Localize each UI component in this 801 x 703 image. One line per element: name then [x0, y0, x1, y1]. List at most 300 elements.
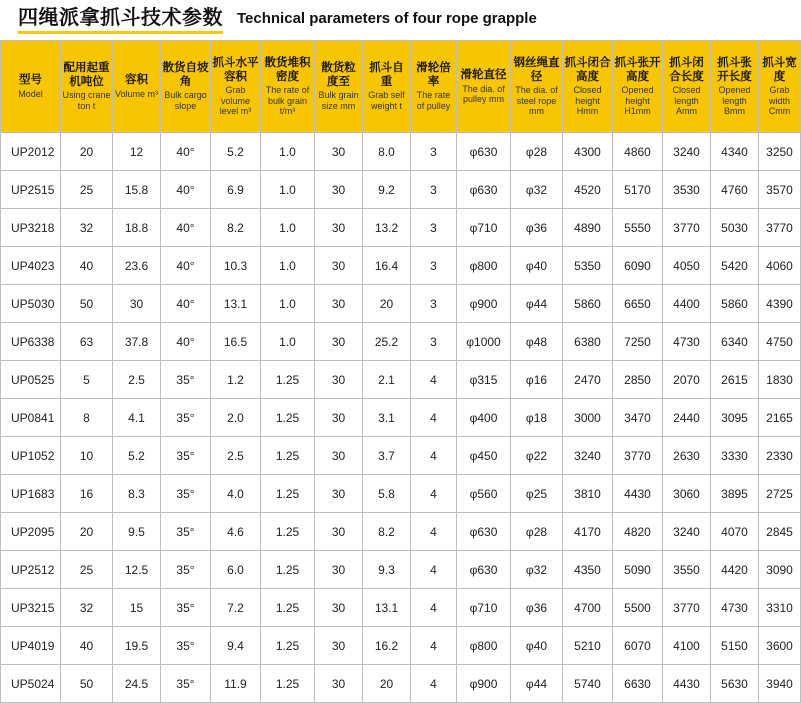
table-cell: 35° — [161, 361, 211, 399]
table-cell: 3770 — [663, 209, 711, 247]
table-cell: 50 — [61, 285, 113, 323]
column-header-en: Grab self weight t — [368, 90, 405, 111]
table-cell: 35° — [161, 437, 211, 475]
column-header-cn: 散货粒度至 — [321, 62, 356, 88]
page-title-en: Technical parameters of four rope grapple — [237, 10, 537, 27]
table-cell: 1.0 — [261, 209, 315, 247]
table-cell: φ800 — [457, 627, 511, 665]
table-row — [1, 171, 801, 209]
cell-model: UP2012 — [1, 133, 61, 171]
table-cell: 1.0 — [261, 323, 315, 361]
table-cell: 30 — [315, 437, 363, 475]
table-cell: 35° — [161, 475, 211, 513]
table-cell: 2.5 — [113, 361, 161, 399]
table-cell: 3310 — [759, 589, 801, 627]
table-cell: φ450 — [457, 437, 511, 475]
table-cell: 9.3 — [363, 551, 411, 589]
column-header-cn: 抓斗宽度 — [762, 57, 797, 83]
table-cell: 4 — [411, 551, 457, 589]
table-cell: 30 — [315, 513, 363, 551]
table-cell: 30 — [315, 475, 363, 513]
page-title-cn: 四绳派拿抓斗技术参数 — [18, 7, 223, 34]
table-cell: 4 — [411, 437, 457, 475]
table-cell: 5.2 — [211, 133, 261, 171]
table-body — [1, 133, 801, 703]
header-row — [1, 41, 801, 133]
table-cell: φ40 — [511, 627, 563, 665]
table-cell: 1.25 — [261, 513, 315, 551]
table-cell: 6.0 — [211, 551, 261, 589]
cell-model: UP4023 — [1, 247, 61, 285]
column-header-cn: 容积 — [125, 74, 148, 87]
table-cell: 4.1 — [113, 399, 161, 437]
table-cell: 4300 — [563, 133, 613, 171]
table-cell: 1830 — [759, 361, 801, 399]
column-header-en: The rate of bulk grain t/m³ — [265, 85, 310, 116]
table-cell: 4400 — [663, 285, 711, 323]
table-cell: 40° — [161, 247, 211, 285]
cell-model: UP3218 — [1, 209, 61, 247]
table-row — [1, 361, 801, 399]
table-cell: 23.6 — [113, 247, 161, 285]
table-cell: 7.2 — [211, 589, 261, 627]
column-header-8 — [411, 41, 457, 133]
table-cell: 15.8 — [113, 171, 161, 209]
table-cell: 30 — [315, 627, 363, 665]
table-cell: 3 — [411, 323, 457, 361]
table-cell: 1.2 — [211, 361, 261, 399]
table-cell: 2.1 — [363, 361, 411, 399]
column-header-en: Bulk cargo slope — [164, 90, 207, 111]
table-cell: 9.5 — [113, 513, 161, 551]
table-row — [1, 437, 801, 475]
table-cell: 3 — [411, 133, 457, 171]
table-cell: 1.25 — [261, 665, 315, 703]
table-cell: 5860 — [711, 285, 759, 323]
table-row — [1, 133, 801, 171]
table-cell: 4170 — [563, 513, 613, 551]
table-cell: 5.8 — [363, 475, 411, 513]
table-cell: 5 — [61, 361, 113, 399]
table-cell: 12 — [113, 133, 161, 171]
table-cell: φ710 — [457, 589, 511, 627]
table-cell: 3600 — [759, 627, 801, 665]
table-cell: 24.5 — [113, 665, 161, 703]
column-header-cn: 滑轮直径 — [460, 69, 507, 82]
table-cell: 3.1 — [363, 399, 411, 437]
column-header-cn: 钢丝绳直径 — [513, 57, 560, 83]
column-header-en: The dia. of pulley mm — [462, 83, 505, 104]
table-cell: φ630 — [457, 551, 511, 589]
table-cell: 5740 — [563, 665, 613, 703]
table-cell: 16 — [61, 475, 113, 513]
table-cell: 4050 — [663, 247, 711, 285]
table-row — [1, 627, 801, 665]
table-row — [1, 551, 801, 589]
table-cell: 20 — [363, 665, 411, 703]
table-cell: 4520 — [563, 171, 613, 209]
column-header-11 — [563, 41, 613, 133]
table-cell: 18.8 — [113, 209, 161, 247]
table-cell: 3810 — [563, 475, 613, 513]
column-header-6 — [315, 41, 363, 133]
table-cell: 4060 — [759, 247, 801, 285]
table-cell: 7250 — [613, 323, 663, 361]
column-header-en: Model — [18, 88, 43, 99]
table-cell: φ36 — [511, 209, 563, 247]
table-cell: φ18 — [511, 399, 563, 437]
column-header-en: Opened length Bmm — [718, 85, 751, 116]
table-cell: 35° — [161, 589, 211, 627]
table-cell: 35° — [161, 627, 211, 665]
table-cell: 40 — [61, 627, 113, 665]
table-cell: 5170 — [613, 171, 663, 209]
table-cell: 19.5 — [113, 627, 161, 665]
table-cell: 63 — [61, 323, 113, 361]
table-cell: 25 — [61, 171, 113, 209]
table-cell: 1.25 — [261, 399, 315, 437]
table-cell: φ32 — [511, 551, 563, 589]
column-header-4 — [211, 41, 261, 133]
table-cell: 1.0 — [261, 171, 315, 209]
table-cell: 2165 — [759, 399, 801, 437]
table-cell: φ900 — [457, 285, 511, 323]
cell-model: UP1683 — [1, 475, 61, 513]
table-cell: 4730 — [711, 589, 759, 627]
table-cell: φ22 — [511, 437, 563, 475]
table-cell: φ1000 — [457, 323, 511, 361]
table-cell: 16.2 — [363, 627, 411, 665]
column-header-en: Grab width Cmm — [768, 85, 791, 116]
table-header — [1, 41, 801, 133]
table-cell: 37.8 — [113, 323, 161, 361]
table-cell: 8 — [61, 399, 113, 437]
table-cell: 1.25 — [261, 437, 315, 475]
table-cell: 13.1 — [363, 589, 411, 627]
column-header-14 — [711, 41, 759, 133]
table-cell: φ40 — [511, 247, 563, 285]
table-cell: φ32 — [511, 171, 563, 209]
table-cell: 5420 — [711, 247, 759, 285]
table-cell: 10.3 — [211, 247, 261, 285]
cell-model: UP1052 — [1, 437, 61, 475]
table-cell: 35° — [161, 513, 211, 551]
table-cell: 3240 — [663, 133, 711, 171]
table-cell: 9.2 — [363, 171, 411, 209]
table-cell: 10 — [61, 437, 113, 475]
table-cell: 3530 — [663, 171, 711, 209]
table-cell: 3330 — [711, 437, 759, 475]
table-cell: φ560 — [457, 475, 511, 513]
table-cell: 5210 — [563, 627, 613, 665]
table-cell: 1.25 — [261, 551, 315, 589]
table-cell: 1.25 — [261, 475, 315, 513]
table-cell: 1.0 — [261, 285, 315, 323]
column-header-3 — [161, 41, 211, 133]
table-cell: 2470 — [563, 361, 613, 399]
cell-model: UP2095 — [1, 513, 61, 551]
table-cell: 4 — [411, 513, 457, 551]
table-cell: 6340 — [711, 323, 759, 361]
table-cell: 8.2 — [363, 513, 411, 551]
table-cell: 20 — [61, 513, 113, 551]
column-header-cn: 抓斗自重 — [369, 62, 404, 88]
table-cell: φ900 — [457, 665, 511, 703]
table-cell: 30 — [315, 133, 363, 171]
cell-model: UP0841 — [1, 399, 61, 437]
table-row — [1, 209, 801, 247]
cell-model: UP0525 — [1, 361, 61, 399]
column-header-cn: 抓斗闭合高度 — [564, 57, 611, 83]
table-cell: 6630 — [613, 665, 663, 703]
table-cell: 2615 — [711, 361, 759, 399]
table-cell: 3550 — [663, 551, 711, 589]
table-row — [1, 399, 801, 437]
table-cell: 5150 — [711, 627, 759, 665]
table-cell: 35° — [161, 551, 211, 589]
column-header-cn: 型号 — [19, 74, 42, 87]
column-header-cn: 抓斗张开高度 — [614, 57, 661, 83]
column-header-en: Closed height Hmm — [573, 85, 602, 116]
table-cell: 3 — [411, 285, 457, 323]
table-cell: 16.5 — [211, 323, 261, 361]
table-cell: φ44 — [511, 665, 563, 703]
table-cell: 6.9 — [211, 171, 261, 209]
cell-model: UP4019 — [1, 627, 61, 665]
column-header-en: Volume m³ — [114, 88, 158, 99]
table-cell: 3000 — [563, 399, 613, 437]
table-cell: 4750 — [759, 323, 801, 361]
table-cell: 3240 — [563, 437, 613, 475]
page-title-bar — [0, 0, 800, 40]
table-cell: 3095 — [711, 399, 759, 437]
table-cell: 4430 — [663, 665, 711, 703]
column-header-cn: 抓斗闭合长度 — [669, 57, 704, 83]
table-row — [1, 589, 801, 627]
table-cell: 2845 — [759, 513, 801, 551]
column-header-cn: 滑轮倍率 — [416, 62, 451, 88]
table-cell: 3 — [411, 209, 457, 247]
table-cell: 3470 — [613, 399, 663, 437]
table-cell: 4700 — [563, 589, 613, 627]
table-cell: 25 — [61, 551, 113, 589]
table-cell: 5030 — [711, 209, 759, 247]
table-cell: 8.0 — [363, 133, 411, 171]
column-header-cn: 散货自坡角 — [162, 62, 209, 88]
table-cell: φ800 — [457, 247, 511, 285]
table-cell: 6650 — [613, 285, 663, 323]
table-cell: 4 — [411, 665, 457, 703]
table-cell: 4100 — [663, 627, 711, 665]
column-header-0 — [1, 41, 61, 133]
cell-model: UP6338 — [1, 323, 61, 361]
table-cell: 2.5 — [211, 437, 261, 475]
table-cell: 3770 — [663, 589, 711, 627]
table-cell: 3 — [411, 171, 457, 209]
table-cell: 4 — [411, 589, 457, 627]
table-cell: 4 — [411, 475, 457, 513]
table-cell: 8.2 — [211, 209, 261, 247]
table-cell: 2.0 — [211, 399, 261, 437]
table-cell: 6090 — [613, 247, 663, 285]
table-cell: 40° — [161, 171, 211, 209]
table-cell: φ44 — [511, 285, 563, 323]
table-cell: φ400 — [457, 399, 511, 437]
table-cell: φ25 — [511, 475, 563, 513]
table-cell: 4 — [411, 627, 457, 665]
cell-model: UP5030 — [1, 285, 61, 323]
table-cell: 3250 — [759, 133, 801, 171]
table-cell: 4730 — [663, 323, 711, 361]
column-header-en: Using crane ton t — [62, 90, 111, 111]
column-header-12 — [613, 41, 663, 133]
table-cell: 32 — [61, 209, 113, 247]
table-cell: φ48 — [511, 323, 563, 361]
table-cell: 6070 — [613, 627, 663, 665]
column-header-cn: 散货堆积密度 — [264, 57, 311, 83]
column-header-7 — [363, 41, 411, 133]
table-cell: 40° — [161, 133, 211, 171]
table-cell: 35° — [161, 399, 211, 437]
table-cell: 32 — [61, 589, 113, 627]
table-cell: 2440 — [663, 399, 711, 437]
column-header-13 — [663, 41, 711, 133]
table-row — [1, 285, 801, 323]
table-cell: 40° — [161, 323, 211, 361]
table-row — [1, 665, 801, 703]
cell-model: UP5024 — [1, 665, 61, 703]
table-row — [1, 475, 801, 513]
column-header-cn: 抓斗张开长度 — [717, 57, 752, 83]
table-cell: 5500 — [613, 589, 663, 627]
table-cell: 30 — [315, 209, 363, 247]
column-header-9 — [457, 41, 511, 133]
column-header-en: The rate of pulley — [416, 90, 451, 111]
cell-model: UP2512 — [1, 551, 61, 589]
column-header-en: Bulk grain size mm — [318, 90, 359, 111]
table-cell: 30 — [315, 171, 363, 209]
table-cell: 2850 — [613, 361, 663, 399]
table-cell: 5550 — [613, 209, 663, 247]
table-cell: 11.9 — [211, 665, 261, 703]
table-cell: 3 — [411, 247, 457, 285]
table-cell: 5350 — [563, 247, 613, 285]
table-cell: 15 — [113, 589, 161, 627]
table-cell: 4.0 — [211, 475, 261, 513]
table-cell: 1.25 — [261, 361, 315, 399]
table-cell: 3570 — [759, 171, 801, 209]
column-header-5 — [261, 41, 315, 133]
table-cell: 30 — [315, 399, 363, 437]
table-cell: 3240 — [663, 513, 711, 551]
table-cell: 1.25 — [261, 627, 315, 665]
column-header-10 — [511, 41, 563, 133]
table-cell: 4430 — [613, 475, 663, 513]
table-cell: 1.0 — [261, 133, 315, 171]
table-cell: 30 — [315, 361, 363, 399]
table-cell: 4340 — [711, 133, 759, 171]
table-cell: 20 — [61, 133, 113, 171]
table-cell: φ28 — [511, 133, 563, 171]
table-cell: 13.2 — [363, 209, 411, 247]
table-cell: 2330 — [759, 437, 801, 475]
table-cell: 35° — [161, 665, 211, 703]
table-cell: φ630 — [457, 133, 511, 171]
table-cell: 50 — [61, 665, 113, 703]
table-cell: 3060 — [663, 475, 711, 513]
table-cell: 3090 — [759, 551, 801, 589]
table-cell: 4070 — [711, 513, 759, 551]
table-cell: φ16 — [511, 361, 563, 399]
table-cell: 30 — [113, 285, 161, 323]
cell-model: UP2515 — [1, 171, 61, 209]
table-cell: 4390 — [759, 285, 801, 323]
table-cell: 3940 — [759, 665, 801, 703]
table-cell: φ315 — [457, 361, 511, 399]
column-header-1 — [61, 41, 113, 133]
table-cell: 40° — [161, 209, 211, 247]
table-cell: φ710 — [457, 209, 511, 247]
table-cell: 2630 — [663, 437, 711, 475]
table-row — [1, 323, 801, 361]
column-header-15 — [759, 41, 801, 133]
column-header-en: The dia. of steel rope mm — [515, 85, 558, 116]
table-cell: 4350 — [563, 551, 613, 589]
table-cell: 3895 — [711, 475, 759, 513]
table-cell: 9.4 — [211, 627, 261, 665]
column-header-2 — [113, 41, 161, 133]
table-cell: φ36 — [511, 589, 563, 627]
table-cell: 1.0 — [261, 247, 315, 285]
table-cell: 2070 — [663, 361, 711, 399]
table-cell: φ630 — [457, 513, 511, 551]
table-cell: 4820 — [613, 513, 663, 551]
table-cell: 30 — [315, 285, 363, 323]
table-cell: 20 — [363, 285, 411, 323]
table-cell: 40° — [161, 285, 211, 323]
table-cell: 30 — [315, 665, 363, 703]
column-header-en: Grab volume level m³ — [219, 85, 252, 116]
table-cell: 3.7 — [363, 437, 411, 475]
table-cell: 6380 — [563, 323, 613, 361]
table-cell: 4860 — [613, 133, 663, 171]
table-cell: 5630 — [711, 665, 759, 703]
table-cell: 30 — [315, 247, 363, 285]
table-cell: φ630 — [457, 171, 511, 209]
table-cell: 4420 — [711, 551, 759, 589]
table-cell: 4760 — [711, 171, 759, 209]
table-cell: φ28 — [511, 513, 563, 551]
specifications-table — [0, 40, 801, 703]
table-cell: 1.25 — [261, 589, 315, 627]
table-cell: 13.1 — [211, 285, 261, 323]
table-cell: 4 — [411, 361, 457, 399]
table-cell: 5090 — [613, 551, 663, 589]
column-header-cn: 配用起重机吨位 — [63, 62, 110, 88]
table-cell: 12.5 — [113, 551, 161, 589]
column-header-en: Opened height H1mm — [621, 85, 654, 116]
table-cell: 5.2 — [113, 437, 161, 475]
table-cell: 8.3 — [113, 475, 161, 513]
table-cell: 4890 — [563, 209, 613, 247]
table-cell: 5860 — [563, 285, 613, 323]
table-row — [1, 247, 801, 285]
column-header-cn: 抓斗水平容积 — [212, 57, 259, 83]
table-cell: 30 — [315, 551, 363, 589]
cell-model: UP3215 — [1, 589, 61, 627]
table-cell: 3770 — [759, 209, 801, 247]
table-cell: 3770 — [613, 437, 663, 475]
